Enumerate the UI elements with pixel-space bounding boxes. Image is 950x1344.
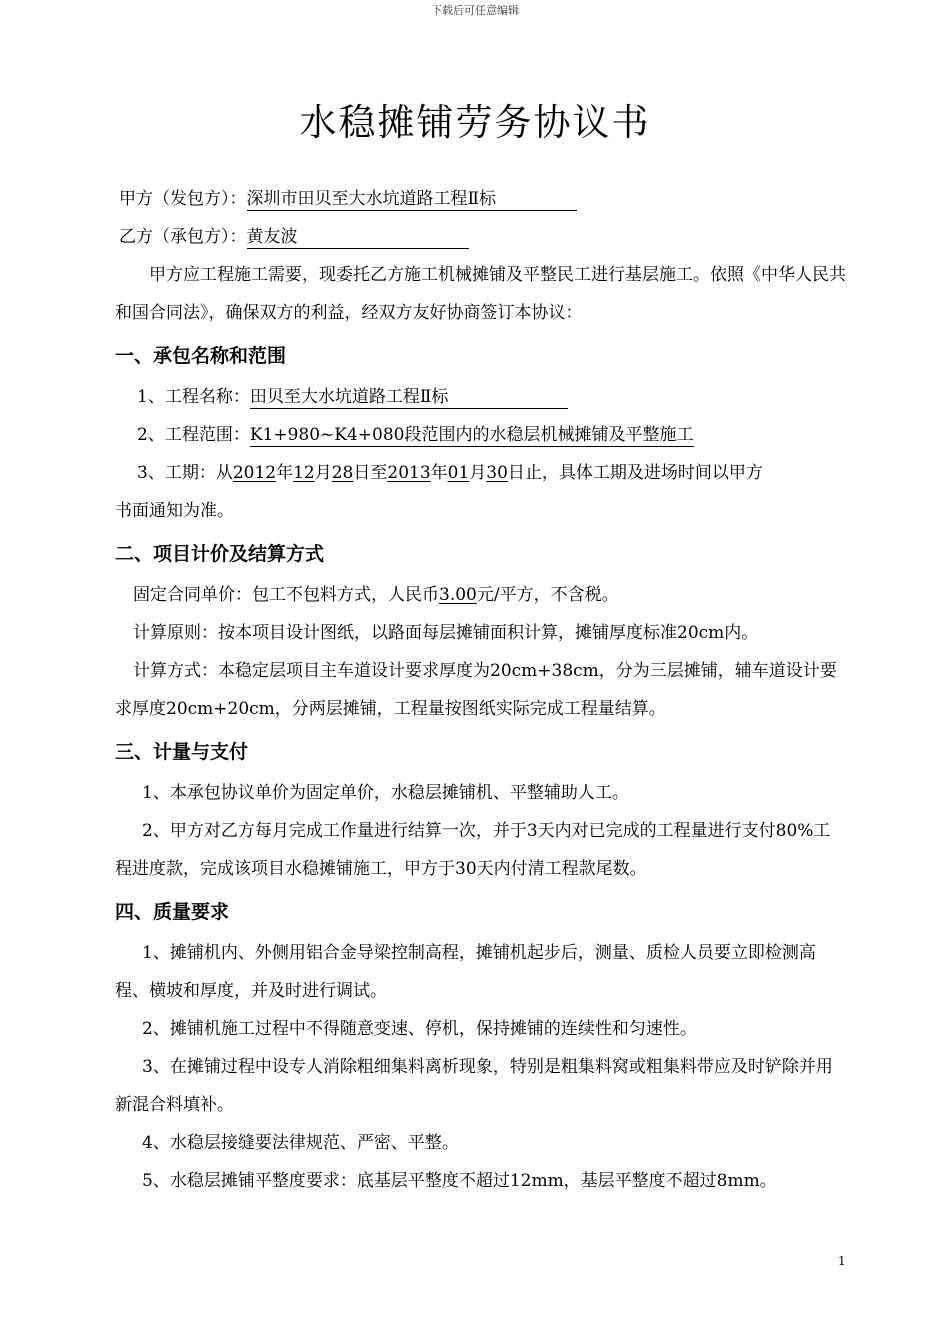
sec1-item3 xyxy=(115,454,847,492)
party-b-value-field xyxy=(247,226,469,249)
end-day: 30 xyxy=(486,463,508,483)
fixed-price-line xyxy=(115,576,847,614)
unit-price-value: 3.00 xyxy=(439,585,477,605)
item3-text-4: 日至 xyxy=(353,463,388,483)
sec1-item3-continuation: 书面通知为准。 xyxy=(115,501,234,521)
calc-principle: 计算原则：按本项目设计图纸，以路面每层摊铺面积计算，摊铺厚度标准20cm内。 xyxy=(133,623,759,643)
intro-paragraph: 甲方应工程施工需要，现委托乙方施工机械摊铺及平整民工进行基层施工。依照《中华人民共和国合同法》，确保双方的利益，经双方友好协商签订本协议： xyxy=(115,265,846,323)
sec1-item2-value: K1+980~K4+080段范围内的水稳层机械摊铺及平整施工 xyxy=(249,425,694,445)
sec1-item2 xyxy=(115,416,847,454)
sec4-para-5: 5、水稳层摊铺平整度要求：底基层平整度不超过12mm，基层平整度不超过8mm。 xyxy=(142,1171,777,1191)
party-b-value: 黄友波 xyxy=(246,227,298,247)
sec4-para-2: 2、摊铺机施工过程中不得随意变速、停机，保持摊铺的连续性和匀速性。 xyxy=(142,1019,697,1039)
fixed-price-text: 固定合同单价：包工不包料方式，人民币 xyxy=(133,585,439,605)
page-number: 1 xyxy=(838,1254,846,1268)
item3-text-3: 月 xyxy=(314,463,332,483)
start-day: 28 xyxy=(331,463,354,483)
fixed-price-unit: 元/平方，不含税。 xyxy=(476,585,619,605)
sec1-item2-field xyxy=(250,424,694,447)
document-title: 水稳摊铺劳务协议书 xyxy=(299,101,651,144)
item3-text-1: 3、工期：从 xyxy=(137,463,233,483)
start-year: 2012 xyxy=(232,463,277,483)
party-a-value: 深圳市田贝至大水坑道路工程Ⅱ标 xyxy=(246,189,497,209)
item3-text-6: 月 xyxy=(469,463,487,483)
sec1-item1 xyxy=(115,378,847,416)
section-1-heading: 一、承包名称和范围 xyxy=(115,345,287,367)
sec3-para-1: 1、本承包协议单价为固定单价，水稳层摊铺机、平整辅助人工。 xyxy=(142,783,629,803)
sec1-item1-field xyxy=(250,386,568,409)
party-b-line xyxy=(115,218,847,256)
end-year: 2013 xyxy=(387,463,431,483)
start-month: 12 xyxy=(293,463,315,483)
party-b-label: 乙方（承包方）： xyxy=(119,227,247,247)
sec4-para-3: 3、在摊铺过程中设专人消除粗细集料离析现象，特别是粗集料窝或粗集料带应及时铲除并用新混合料填补。 xyxy=(115,1057,833,1115)
document-body xyxy=(115,180,847,1200)
sec1-item1-label: 1、工程名称： xyxy=(137,387,250,407)
end-month: 01 xyxy=(447,463,470,483)
item3-text-2: 年 xyxy=(276,463,294,483)
party-a-value-field xyxy=(247,188,577,211)
section-4-heading: 四、质量要求 xyxy=(115,901,230,923)
sec1-item1-value: 田贝至大水坑道路工程Ⅱ标 xyxy=(249,387,449,407)
section-3-heading: 三、计量与支付 xyxy=(115,741,249,763)
item3-text-5: 年 xyxy=(430,463,448,483)
calc-method: 计算方式：本稳定层项目主车道设计要求厚度为20cm+38cm，分为三层摊铺，辅车道设计要求厚度20cm+20cm，分两层摊铺，工程量按图纸实际完成工程量结算。 xyxy=(115,661,837,719)
party-a-label: 甲方（发包方）： xyxy=(119,189,247,209)
sec3-para-2: 2、甲方对乙方每月完成工作量进行结算一次，并于3天内对已完成的工程量进行支付80%工程进度款，完成该项目水稳摊铺施工，甲方于30天内付清工程款尾数。 xyxy=(115,821,831,879)
sec4-para-4: 4、水稳层接缝要法律规范、严密、平整。 xyxy=(142,1133,459,1153)
item3-text-7: 日止，具体工期及进场时间以甲方 xyxy=(507,463,763,483)
sec4-para-1: 1、摊铺机内、外侧用铝合金导梁控制高程，摊铺机起步后，测量、质检人员要立即检测高程、横坡和厚度，并及时进行调试。 xyxy=(115,943,816,1001)
section-2-heading: 二、项目计价及结算方式 xyxy=(115,543,325,565)
page-header-note: 下载后可任意编辑 xyxy=(431,4,519,17)
party-a-line xyxy=(115,180,847,218)
sec1-item2-label: 2、工程范围： xyxy=(137,425,250,445)
